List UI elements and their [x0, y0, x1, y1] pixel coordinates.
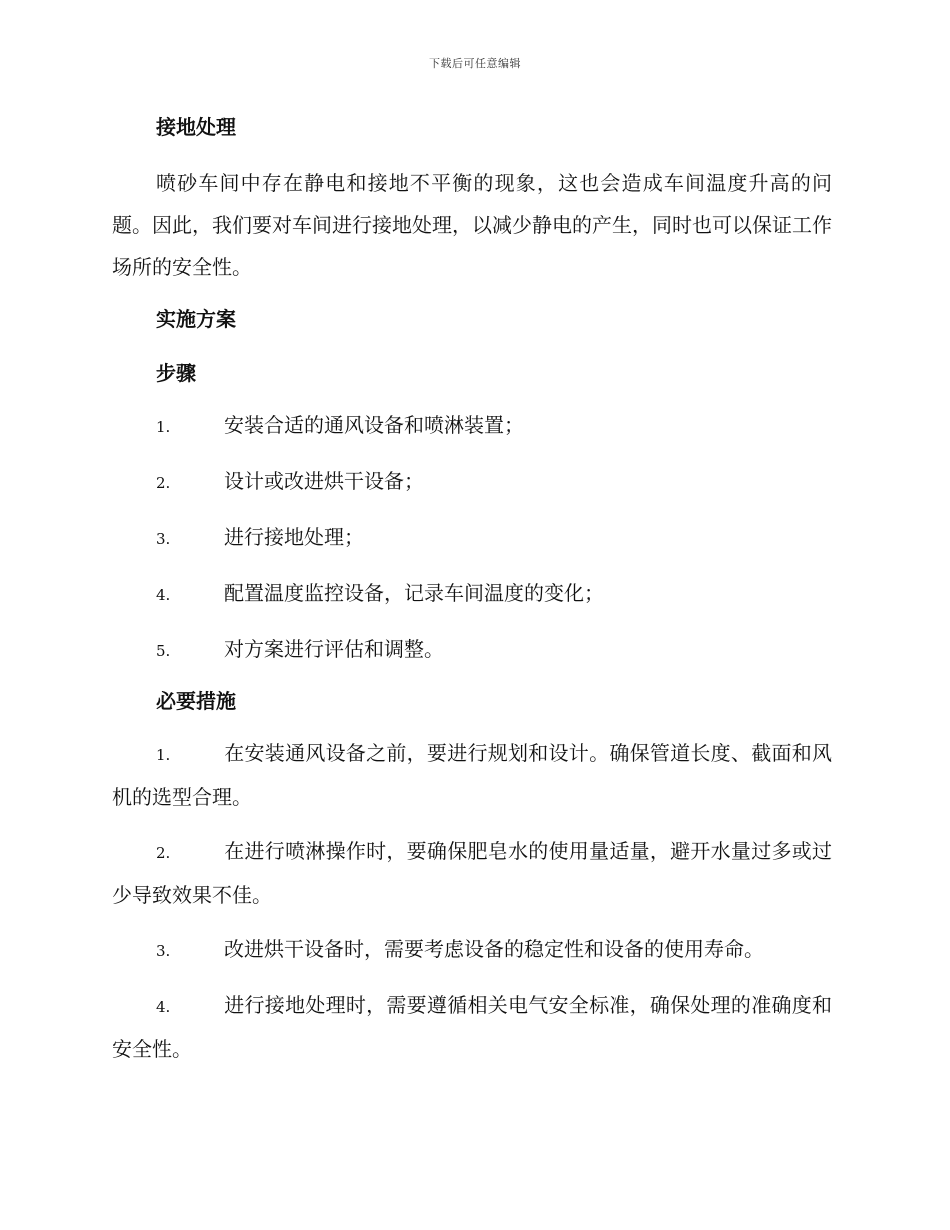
list-item — [112, 404, 832, 448]
section-heading-measures: 必要措施 — [156, 689, 236, 713]
list-item-text: 改进烘干设备时，需要考虑设备的稳定性和设备的使用寿命。 — [224, 937, 764, 961]
list-item-number: 1. — [156, 746, 171, 764]
list-item-text: 配置温度监控设备，记录车间温度的变化； — [224, 581, 604, 605]
list-item-number: 4. — [156, 586, 171, 604]
list-item-text: 进行接地处理时，需要遵循相关电气安全标准，确保处理的准确度和安全性。 — [112, 993, 832, 1061]
list-item — [112, 830, 832, 916]
section-heading-plan: 实施方案 — [156, 307, 236, 331]
list-item-text: 在安装通风设备之前，要进行规划和设计。确保管道长度、截面和风机的选型合理。 — [112, 741, 832, 809]
steps-list — [112, 404, 832, 672]
list-item-text: 安装合适的通风设备和喷淋装置； — [224, 413, 524, 437]
list-item-text: 在进行喷淋操作时，要确保肥皂水的使用量适量，避开水量过多或过少导致效果不佳。 — [112, 839, 832, 907]
list-item — [112, 984, 832, 1070]
list-item — [112, 572, 832, 616]
list-item-text: 对方案进行评估和调整。 — [224, 637, 444, 661]
list-item-number: 1. — [156, 418, 171, 436]
list-item — [112, 732, 832, 818]
measures-list — [112, 732, 832, 1070]
list-item — [112, 928, 832, 972]
list-item-number: 3. — [156, 942, 171, 960]
list-item-number: 3. — [156, 530, 171, 548]
list-item-number: 2. — [156, 474, 171, 492]
section-heading-steps: 步骤 — [156, 361, 196, 385]
list-item — [112, 516, 832, 560]
list-item-number: 5. — [156, 642, 171, 660]
list-item — [112, 460, 832, 504]
grounding-paragraph: 喷砂车间中存在静电和接地不平衡的现象，这也会造成车间温度升高的问题。因此，我们要对车间进行接地处理，以减少静电的产生，同时也可以保证工作场所的安全性。 — [112, 171, 832, 279]
list-item — [112, 628, 832, 672]
list-item-number: 4. — [156, 998, 171, 1016]
section-heading-grounding: 接地处理 — [156, 115, 236, 139]
list-item-number: 2. — [156, 844, 171, 862]
list-item-text: 设计或改进烘干设备； — [224, 469, 424, 493]
header-note: 下载后可任意编辑 — [429, 57, 521, 70]
list-item-text: 进行接地处理； — [224, 525, 364, 549]
document-body — [112, 110, 832, 1082]
